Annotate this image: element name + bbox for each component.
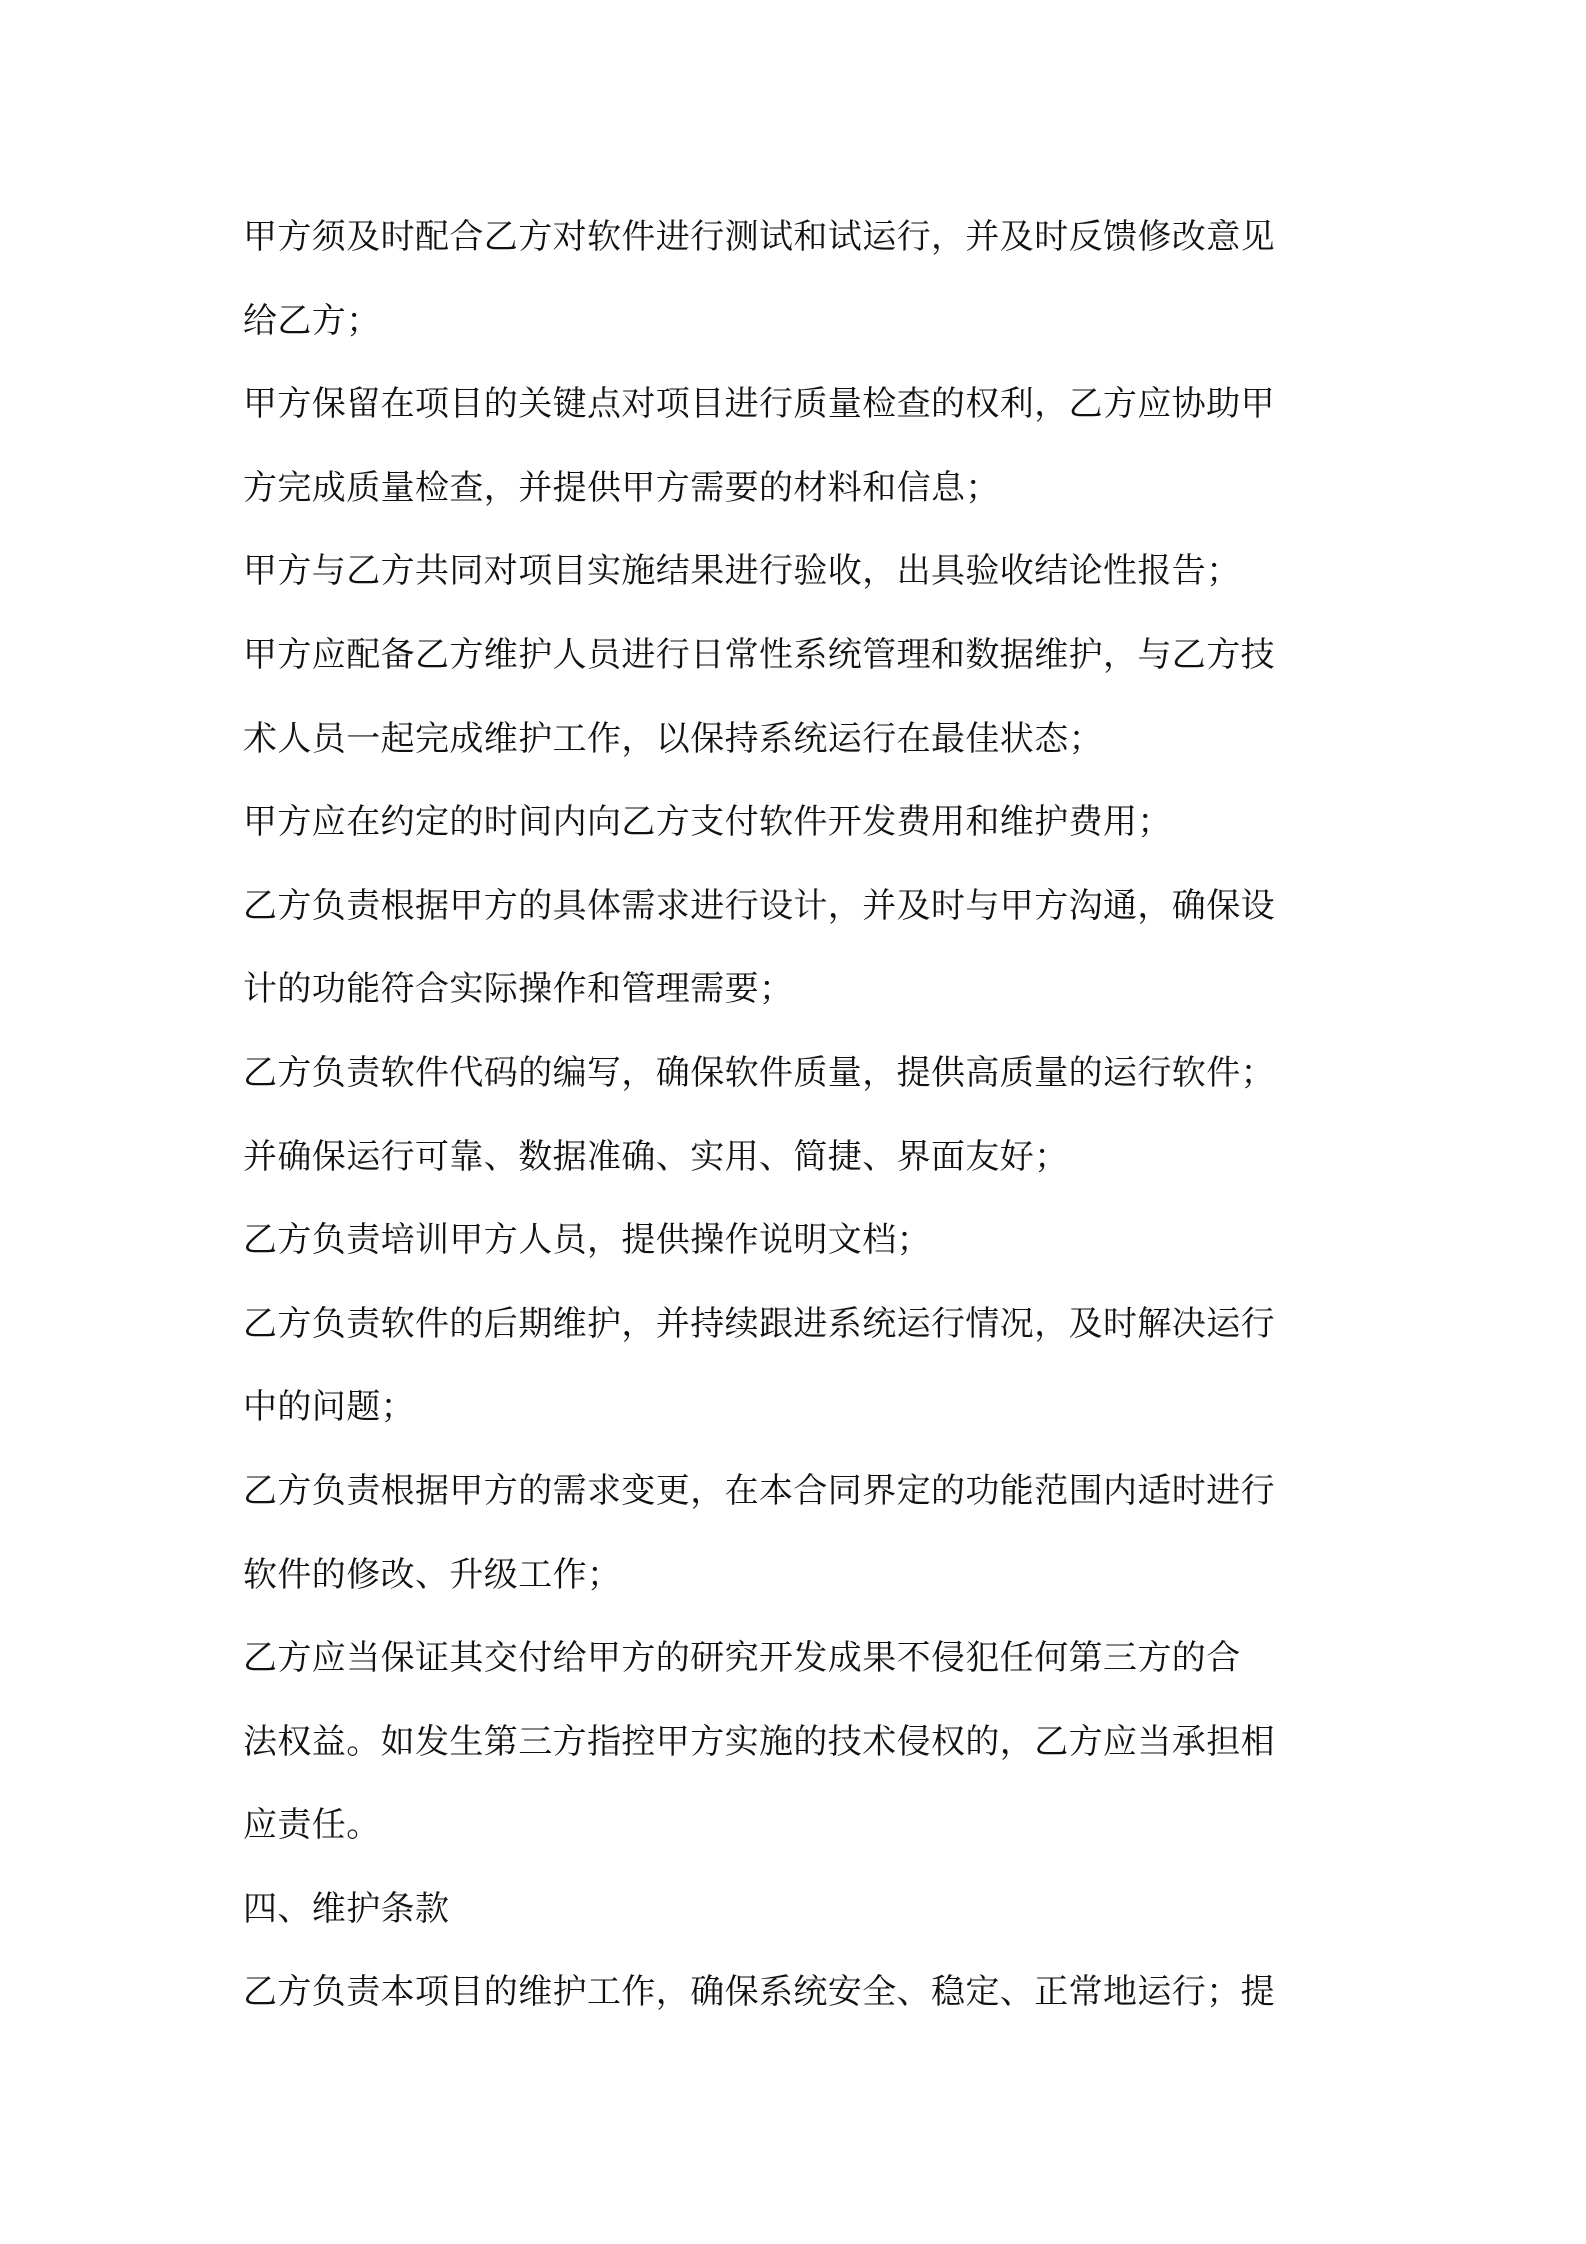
text-line: 甲方与乙方共同对项目实施结果进行验收，出具验收结论性报告； [243,551,1241,592]
text-line: 中的问题； [243,1387,415,1428]
text-line: 甲方须及时配合乙方对软件进行测试和试运行，并及时反馈修改意见 [243,217,1275,257]
text-line: 法权益。如发生第三方指控甲方实施的技术侵权的，乙方应当承担相 [243,1721,1275,1762]
text-line: 并确保运行可靠、数据准确、实用、简捷、界面友好； [243,1136,1069,1177]
section-heading: 四、维护条款 [243,1888,450,1929]
text-line: 甲方应配备乙方维护人员进行日常性系统管理和数据维护，与乙方技 [243,634,1275,675]
text-line: 计的功能符合实际操作和管理需要； [243,969,794,1010]
text-line: 乙方负责培训甲方人员，提供操作说明文档； [243,1220,931,1261]
text-line: 软件的修改、升级工作； [243,1554,622,1595]
text-line: 甲方保留在项目的关键点对项目进行质量检查的权利，乙方应协助甲 [243,384,1275,425]
document-body [243,196,1353,2035]
text-line: 乙方负责软件的后期维护，并持续跟进系统运行情况，及时解决运行 [243,1303,1275,1344]
text-line: 方完成质量检查，并提供甲方需要的材料和信息； [243,467,1000,508]
text-line: 乙方应当保证其交付给甲方的研究开发成果不侵犯任何第三方的合 [243,1638,1241,1679]
text-line: 甲方应在约定的时间内向乙方支付软件开发费用和维护费用； [243,802,1172,843]
text-line: 乙方负责根据甲方的需求变更，在本合同界定的功能范围内适时进行 [243,1470,1275,1511]
text-line: 给乙方； [243,300,381,341]
text-line: 术人员一起完成维护工作，以保持系统运行在最佳状态； [243,718,1103,759]
text-line: 乙方负责软件代码的编写，确保软件质量，提供高质量的运行软件； [243,1052,1275,1093]
text-line: 乙方负责本项目的维护工作，确保系统安全、稳定、正常地运行；提 [243,1972,1275,2013]
text-line: 乙方负责根据甲方的具体需求进行设计，并及时与甲方沟通，确保设 [243,885,1275,926]
text-line: 应责任。 [243,1805,381,1846]
